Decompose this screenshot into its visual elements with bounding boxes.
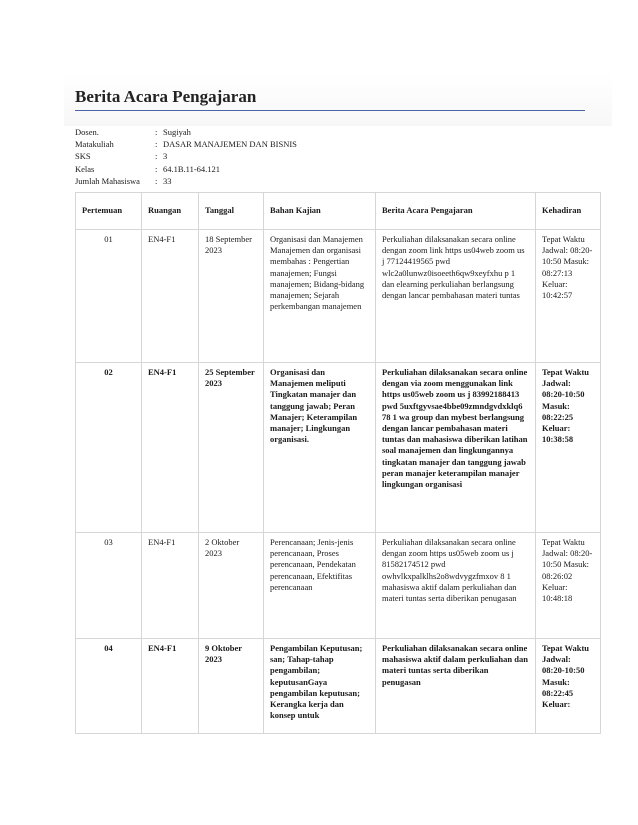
- meta-key: Matakuliah: [75, 139, 114, 150]
- meta-row-kelas: Kelas : 64.1B.11-64.121: [75, 163, 221, 174]
- table-row: [76, 363, 601, 533]
- cell-ruangan: EN4-F1: [142, 639, 199, 735]
- cell-tanggal: 2 Oktober 2023: [199, 533, 264, 639]
- cell-bahan-kajian: Pengambilan Keputusan; san; Tahap-tahap pengambilan; keputusanGaya pengambilan keputusan; Kerangka kerja dan konsep untuk: [264, 639, 376, 735]
- table-header-row: [76, 193, 601, 230]
- meta-value: 64.1B.11-64.121: [163, 163, 221, 174]
- col-header-berita-acara: Berita Acara Pengajaran: [376, 193, 536, 230]
- cell-kehadiran: Tepat Waktu Jadwal: 08:20-10:50 Masuk: 08:22:45 Keluar:: [536, 639, 601, 735]
- meta-key: Jumlah Mahasiswa: [75, 175, 140, 186]
- cell-berita-acara: Perkuliahan dilaksanakan secara online dengan zoom link https us04web zoom us j 77124419565 pwd wlc2a0lunwz0isoeeth6qw9xeyfxhu p 1 dan elearning perkuliahan berlangsung dengan lancar pembahasan materi tuntas: [376, 230, 536, 363]
- meta-row-jumlah-mahasiswa: Jumlah Mahasiswa : 33: [75, 175, 172, 186]
- col-header-kehadiran: Kehadiran: [536, 193, 601, 230]
- cell-pertemuan: 02: [76, 363, 142, 533]
- cell-berita-acara: Perkuliahan dilaksanakan secara online mahasiswa aktif dalam perkuliahan dan materi tuntas serta diberikan penugasan: [376, 639, 536, 735]
- meta-key: SKS: [75, 151, 91, 162]
- cell-bahan-kajian: Perencanaan; Jenis-jenis perencanaan, Proses perencanaan, Pendekatan perencanaan, Efektifitas perencanaan: [264, 533, 376, 639]
- cell-ruangan: EN4-F1: [142, 363, 199, 533]
- meta-key: Dosen.: [75, 127, 99, 137]
- cell-tanggal: 9 Oktober 2023: [199, 639, 264, 735]
- cell-pertemuan: 04: [76, 639, 142, 735]
- meta-value: 3: [163, 151, 168, 162]
- cell-berita-acara: Perkuliahan dilaksanakan secara online dengan via zoom menggunakan link https us05web zoom us j 83992188413 pwd 5uxftgyvsae4bbe09zmndgvdxklq6 78 1 wa group dan mybest berlangsung dengan lancar pembahasan materi tuntas dan mahasiswa diberikan latihan soal manajemen dan lingkungannya tingkatan manajer dan tanggung jawab peran manajer keterampilan manajer lingkungan organisasi: [376, 363, 536, 533]
- meta-row-dosen: Dosen. : Sugiyah: [75, 127, 191, 137]
- cell-bahan-kajian: Organisasi dan Manajemen meliputi Tingkatan manajer dan tanggung jawab; Peran Manajer; Keterampilan manajer; Lingkungan organisasi.: [264, 363, 376, 533]
- meta-row-sks: SKS : 3: [75, 151, 168, 162]
- page-title: Berita Acara Pengajaran: [75, 87, 257, 106]
- meta-value: Sugiyah: [163, 127, 191, 137]
- cell-kehadiran: Tepat Waktu Jadwal: 08:20-10:50 Masuk: 08:22:25 Keluar: 10:38:58: [536, 363, 601, 533]
- attendance-table: [75, 192, 601, 734]
- cell-bahan-kajian: Organisasi dan Manajemen Manajemen dan organisasi membahas : Pengertian manajemen; Fungsi manajemen; Bidang-bidang manajemen; Sejarah perkembangan manajemen: [264, 230, 376, 363]
- table-row: [76, 533, 601, 639]
- cell-ruangan: EN4-F1: [142, 533, 199, 639]
- cell-pertemuan: 03: [76, 533, 142, 639]
- cell-kehadiran: Tepat Waktu Jadwal: 08:20-10:50 Masuk: 08:26:02 Keluar: 10:48:18: [536, 533, 601, 639]
- cell-ruangan: EN4-F1: [142, 230, 199, 363]
- cell-tanggal: 25 September 2023: [199, 363, 264, 533]
- meta-key: Kelas: [75, 163, 95, 174]
- table-row: [76, 639, 601, 735]
- meta-row-matakuliah: Matakuliah : DASAR MANAJEMEN DAN BISNIS: [75, 139, 297, 150]
- meta-value: DASAR MANAJEMEN DAN BISNIS: [163, 139, 297, 150]
- table-row: [76, 230, 601, 363]
- cell-kehadiran: Tepat Waktu Jadwal: 08:20-10:50 Masuk: 08:27:13 Keluar: 10:42:57: [536, 230, 601, 363]
- col-header-pertemuan: Pertemuan: [76, 193, 142, 230]
- meta-value: 33: [163, 175, 172, 186]
- col-header-bahan-kajian: Bahan Kajian: [264, 193, 376, 230]
- col-header-ruangan: Ruangan: [142, 193, 199, 230]
- cell-pertemuan: 01: [76, 230, 142, 363]
- cell-berita-acara: Perkuliahan dilaksanakan secara online dengan zoom https us05web zoom us j 81582174512 pwd owhvlkxpalklhs2o8wdvygzfmxov 8 1 mahasiswa aktif dalam perkuliahan dan materi tuntas serta diberikan penugasan: [376, 533, 536, 639]
- cell-tanggal: 18 September 2023: [199, 230, 264, 363]
- col-header-tanggal: Tanggal: [199, 193, 264, 230]
- table-bottom-border: [75, 733, 600, 734]
